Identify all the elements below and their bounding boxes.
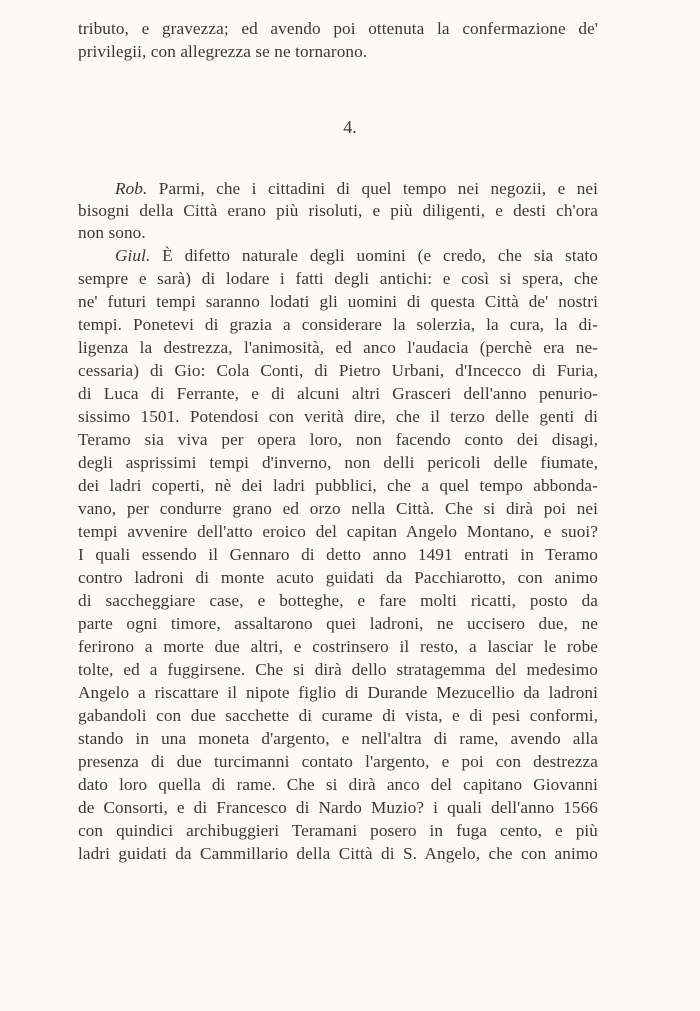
- text-line: degli asprissimi tempi d'inverno, non delli pericoli delle fiumate,: [78, 453, 598, 472]
- text-span: Parmi, che i cittadini di quel tempo nei negozii, e nei: [147, 179, 598, 198]
- text-line: Teramo sia viva per opera loro, non facendo conto dei disagi,: [78, 430, 598, 449]
- text-line: non sono.: [78, 223, 146, 242]
- text-line: presenza di due turcimanni contato l'argento, e poi con destrezza: [78, 752, 598, 771]
- section-number: 4.: [343, 117, 357, 137]
- text-line: stando in una moneta d'argento, e nell'altra di rame, avendo alla: [78, 729, 598, 748]
- text-line: con quindici archibuggieri Teramani posero in fuga cento, e più: [78, 821, 598, 840]
- text-line: Angelo a riscattare il nipote figlio di Durande Mezucellio da ladroni: [78, 683, 598, 702]
- text-line: ladri guidati da Cammillario della Città di S. Angelo, che con animo: [78, 844, 598, 863]
- text-line: sissimo 1501. Potendosi con verità dire, che il terzo delle genti di: [78, 407, 598, 426]
- text-line: dato loro quella di rame. Che si dirà anco del capitano Giovanni: [78, 775, 598, 794]
- speaker-label: Giul.: [115, 246, 151, 265]
- text-line: tempi. Ponetevi di grazia a considerare la solerzia, la cura, la di-: [78, 315, 598, 334]
- text-line: tributo, e gravezza; ed avendo poi ottenuta la confermazione de': [78, 19, 598, 38]
- text-line: gabandoli con due sacchette di curame di vista, e di pesi conformi,: [78, 706, 598, 725]
- text-line: di Luca di Ferrante, e di alcuni altri Grasceri dell'anno penurio-: [78, 384, 598, 403]
- text-line: contro ladroni di monte acuto guidati da Pacchiarotto, con animo: [78, 568, 598, 587]
- text-line: privilegii, con allegrezza se ne tornarono.: [78, 42, 368, 61]
- speaker-label: Rob.: [115, 179, 148, 198]
- text-line: bisogni della Città erano più risoluti, e più diligenti, e desti ch'ora: [78, 201, 598, 220]
- text-line: de Consorti, e di Francesco di Nardo Muzio? i quali dell'anno 1566: [78, 798, 598, 817]
- text-line: I quali essendo il Gennaro di detto anno 1491 entrati in Teramo: [78, 545, 598, 564]
- text-line: di saccheggiare case, e botteghe, e fare molti ricatti, posto da: [78, 591, 598, 610]
- text-line: tolte, ed a fuggirsene. Che si dirà dello stratagemma del medesimo: [78, 660, 598, 679]
- text-line: tempi avvenire dell'atto eroico del capitan Angelo Montano, e suoi?: [78, 522, 598, 541]
- text-span: È difetto naturale degli uomini (e credo, che sia stato: [150, 246, 598, 265]
- text-line: cessaria) di Gio: Cola Conti, di Pietro Urbani, d'Incecco di Furia,: [78, 361, 598, 380]
- text-line: ligenza la destrezza, l'animosità, ed anco l'audacia (perchè era ne-: [78, 338, 598, 357]
- text-line: sempre e sarà) di lodare i fatti degli antichi: e così si spera, che: [78, 269, 598, 288]
- paragraph-first-line: [115, 178, 598, 200]
- text-line: ferirono a morte due altri, e costrinsero il resto, a lasciar le robe: [78, 637, 598, 656]
- text-line: parte ogni timore, assaltarono quei ladroni, ne uccisero due, ne: [78, 614, 598, 633]
- text-line: vano, per condurre grano ed orzo nella Città. Che si dirà poi nei: [78, 499, 598, 518]
- text-line: ne' futuri tempi saranno lodati gli uomini di questa Città de' nostri: [78, 292, 598, 311]
- paragraph-first-line: [115, 245, 598, 267]
- text-line: dei ladri coperti, nè dei ladri pubblici, che a quel tempo abbonda-: [78, 476, 598, 495]
